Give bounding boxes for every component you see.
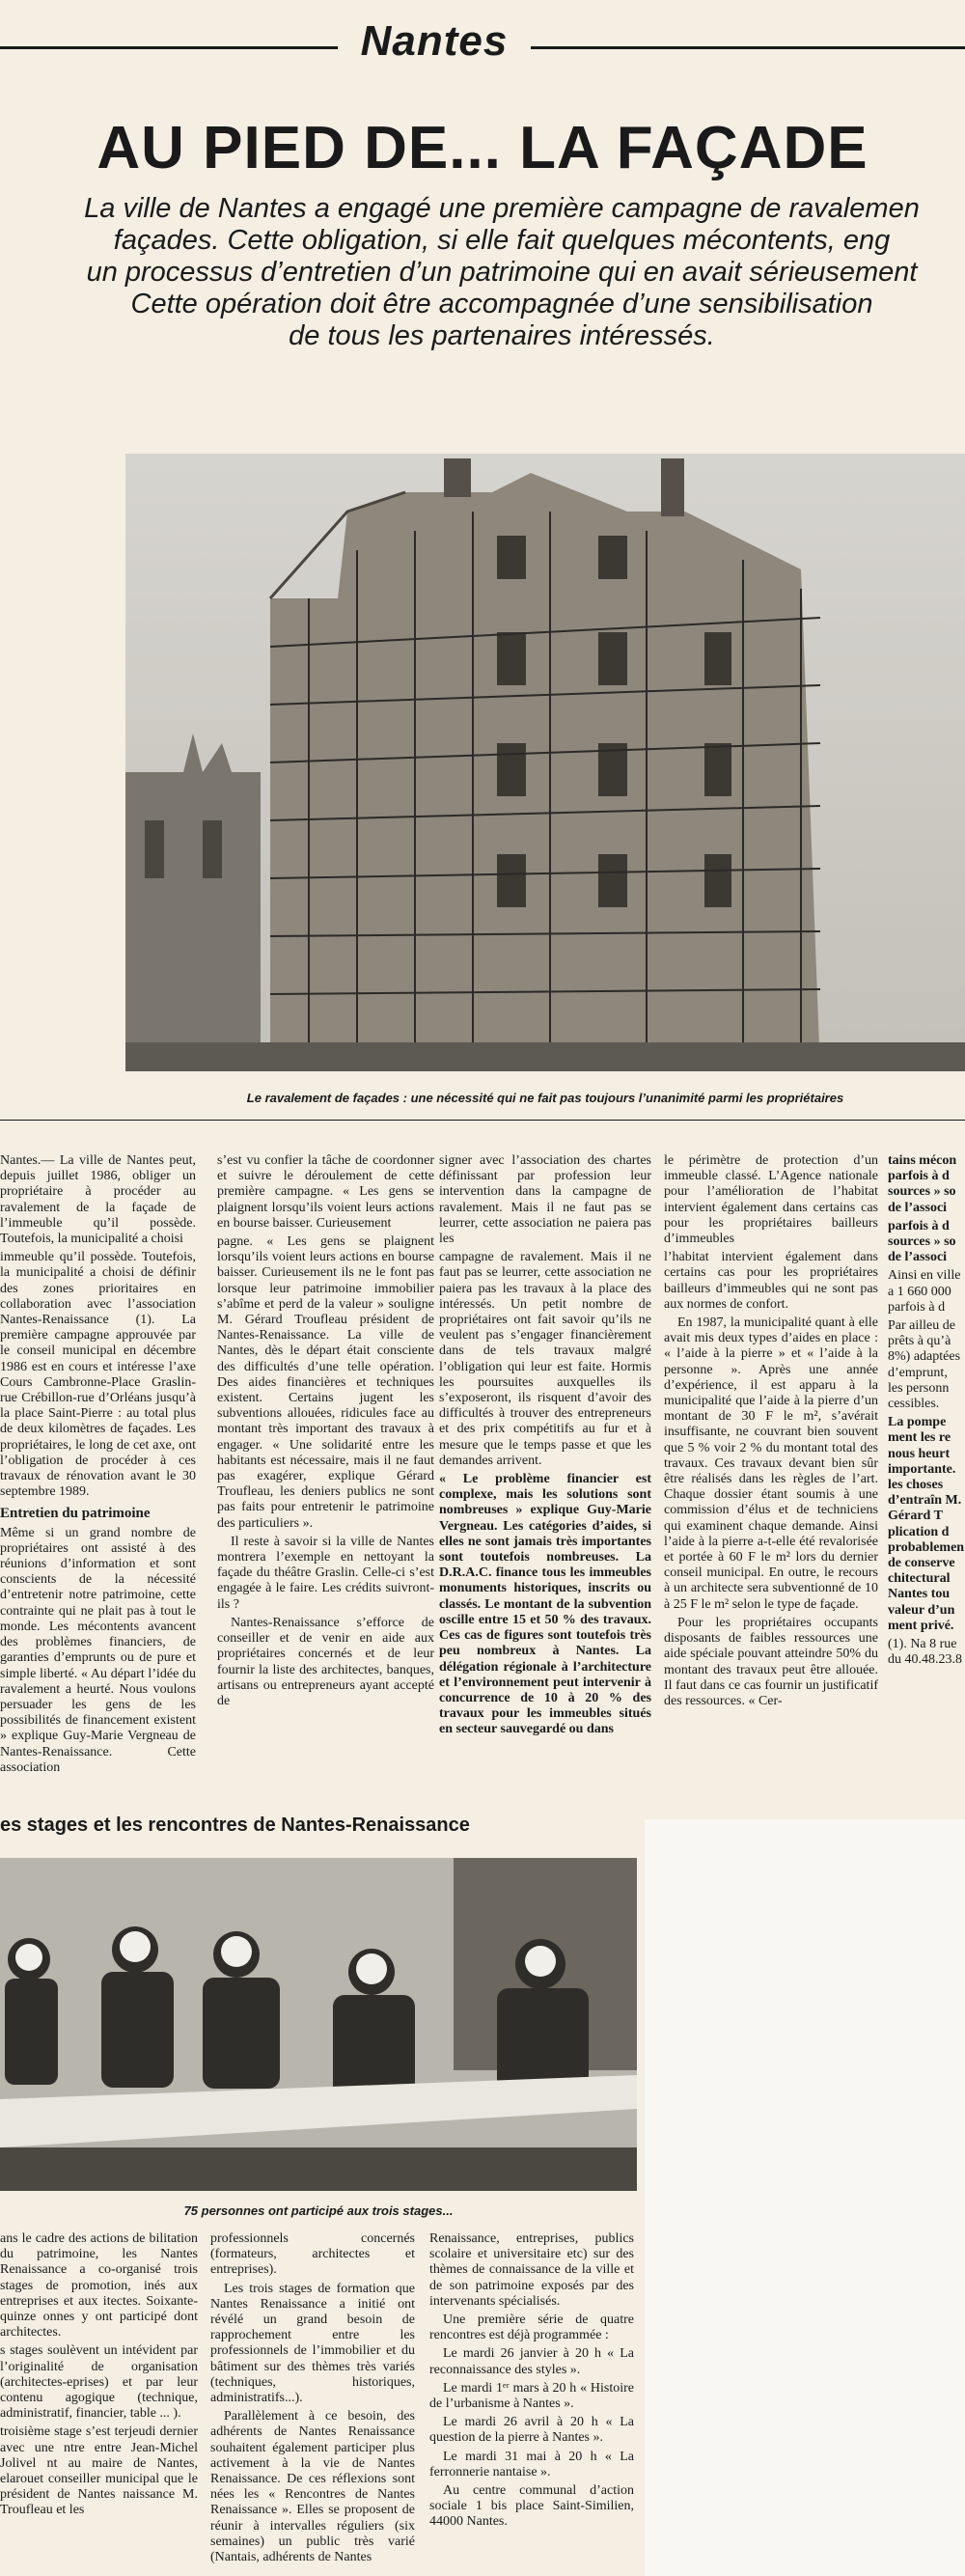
paragraph: Au centre communal d’action sociale 1 bis place Saint-Similien, 44000 Nantes. [429, 2483, 634, 2530]
article-column-4 [664, 1153, 878, 1800]
section-title: Nantes [338, 17, 531, 66]
paragraph: Le mardi 1ᵉʳ mars à 20 h « Histoire de l’urbanisme à Nantes ». [429, 2380, 634, 2412]
paragraph: Par ailleu de prêts à qu’à 8%) adaptées d’emprunt, les personn cessibles. [888, 1318, 961, 1412]
paragraph: Même si un grand nombre de propriétaires ont assisté à des réunions d’information et sont conscients de la nécessité d’entretenir notre patrimoine, cette contrainte qui ne plait pas à tout le monde. Les mécontents avancent des problèmes financiers, de garanties d’emprunts ou de pure et simple liberté. « Au départ l’idée du ravalement a heurté. Nous voulons persuader les gens de les possibilités de financement existent » explique Guy-Marie Vergneau de Nantes-Renaissance. Cette association [0, 1525, 196, 1775]
stages-column-1 [0, 2231, 198, 2571]
main-photo-caption: Le ravalement de façades : une nécessité qui ne fait pas toujours l’unanimité parmi les propriétaires [246, 1091, 844, 1105]
paragraph: En 1987, la municipalité quant à elle avait mis deux types d’aides en place : « l’aide à la pierre » et « l’aide à la personne ». Après une année d’expérience, il est apparu à la municipalité que l’aide à la pierre d’un montant de 30 F le m², s’avérait insuffisante, ne couvrant bien souvent que 5 % voir 2 % du montant total des travaux. Ces travaux devant bien sûr être réalisés dans les règles de l’art. Chaque dossier étant soumis à une commission d’élus et de techniciens qui examinent chaque demande. Ainsi l’aide à la pierre a-t-elle été revalorisée et portée à 60 F le m² lors du dernier conseil municipal. En outre, le recours à un architecte sera subventionné de 10 à 25 F le m² selon le type de façade. [664, 1316, 878, 1612]
paragraph: Les trois stages de formation que Nantes Renaissance a initié ont révélé un grand besoin de rapprochement entre les professionnels de l’immobilier et du bâtiment sur des thèmes très variés (techniques, historiques, administratifs...). [210, 2281, 415, 2406]
stages-column-3 [429, 2231, 634, 2571]
paragraph: s’est vu confier la tâche de coordonner et suivre le déroulement de cette première campagne. « Les gens se plaignent lorsqu’ils voient leurs actions en bourse baisser. Curieusement [217, 1153, 434, 1231]
paragraph: le périmètre de protection d’un immeuble classé. L’Agence nationale pour l’amélioration de l’habitat intervient également dans certains cas pour les propriétaires bailleurs d’immeubles [664, 1153, 878, 1247]
standfirst-line: La ville de Nantes a engagé une première campagne de ravalemen [84, 193, 920, 224]
header-rule-right [526, 46, 965, 49]
paragraph: Le mardi 31 mai à 20 h « La ferronnerie nantaise ». [429, 2449, 634, 2479]
subheading: Entretien du patrimoine [0, 1506, 151, 1522]
paragraph: Ainsi en ville a 1 660 000 parfois à d [888, 1268, 961, 1315]
standfirst-line: un processus d’entretien d’un patrimoine qui en avait sérieusement [86, 257, 918, 288]
paragraph: Nantes-Renaissance s’efforce de conseiller et de venir en aide aux propriétaires concernés et de leur fournir la liste des architectes, banques, artisans ou entrepreneurs ayant accepté de [217, 1615, 434, 1708]
paragraph: signer avec l’association des chartes définissant par profession leur intervention dans la campagne de ravalement. Mais il ne faut pas se leurrer, cette association ne paiera pas les [439, 1153, 651, 1247]
blank-paper-area [645, 1819, 965, 2576]
paragraph: La pompe ment les re nous heurt importante. les choses d’entraîn M. Gérard T plication d probablemen de conserve chitectural Nantes tou valeur d’un ment privé. [888, 1415, 965, 1633]
paragraph: Renaissance, entreprises, publics scolaire et universitaire etc) sur des thèmes de connaissance de la ville et de son patrimoine exposés par des intervenants spécialisés. [429, 2231, 634, 2309]
paragraph: (1). Na 8 rue du 40.48.23.8 [888, 1637, 962, 1668]
paragraph: ans le cadre des actions de bilitation du patrimoine, les Nantes Renaissance a co-organisé trois stages de promotion, inés aux entreprises et aux itectes. Soixante-quinze onnes y ont participé dont architectes. [0, 2231, 198, 2341]
meeting-illustration [0, 1858, 637, 2191]
stages-article-title: es stages et les rencontres de Nantes-Renaissance [0, 1814, 470, 1836]
paragraph: s stages soulèvent un intévident par l’originalité de organisation (architectes-eprises) et par leur contenu agogique (technique, administratif, financier, table ... ). [0, 2343, 198, 2422]
article-column-1 [0, 1153, 196, 1800]
meeting-photo [0, 1858, 637, 2191]
standfirst-line: façades. Cette obligation, si elle fait quelques mécontents, eng [113, 225, 891, 256]
paragraph: pagne. « Les gens se plaignent lorsqu’ils voient leurs actions en bourse baisser. Curieusement ils ne le font pas lorsque leur patrimoine immobilier s’abîme et perd de la valeur » souligne M. Gérard Troufleau président de Nantes-Renaissance. La ville de Nantes, dès le départ était consciente des difficultés d’une telle opération. Des aides financières et techniques existent. Certains jugent les subventions allouées, ridicules face au montant très important des travaux à engager. « Une solidarité entre les habitants est nécessaire, mais il ne faut pas exagérer, explique Gérard Troufleau, les deniers publics ne sont pas faits pour entretenir le patrimoine des particuliers ». [217, 1234, 434, 1531]
article-column-3 [439, 1153, 651, 1800]
standfirst-line: Cette opération doit être accompagnée d’une sensibilisation [130, 289, 873, 319]
paragraph: immeuble qu’il possède. Toutefois, la municipalité a choisi de définir des zones prioritaires en collaboration avec l’association Nantes-Renaissance (1). La première campagne approuvée par le conseil municipal en décembre 1986 est en cours et intéresse l’axe Cours Cambronne-Place Graslin-rue Crébillon-rue d’Orléans jusqu’à la place Saint-Pierre : au total plus de deux kilomètres de façades. Les propriétaires, le long de cet axe, ont l’obligation de procéder à ces travaux de rénovation avant le 30 septembre 1989. [0, 1250, 196, 1500]
paragraph: Le mardi 26 janvier à 20 h « La reconnaissance des styles ». [429, 2346, 634, 2377]
paragraph: Nantes.— La ville de Nantes peut, depuis juillet 1986, obliger un propriétaire à procéder au ravalement de la façade de l’immeuble qu’il possède. Toutefois, la municipalité a choisi [0, 1153, 196, 1247]
divider [0, 1120, 965, 1121]
paragraph: Parallèlement à ce besoin, des adhérents de Nantes Renaissance souhaitent également participer plus activement à la vie de Nantes Renaissance. De ces réflexions sont nées les « Rencontres de Nantes Renaissance ». Elles se proposent de réunir à intervalles réguliers (six semaines) un public très varié (Nantais, adhérents de Nantes [210, 2409, 415, 2565]
paragraph: parfois à d sources » so de l’associ [888, 1218, 956, 1265]
paragraph: « Le problème financier est complexe, mais les solutions sont nombreuses » explique Guy-Marie Vergneau. Les catégories d’aides, si elles ne sont jamais très importantes sont toutefois nombreuses. La D.R.A.C. finance tous les immeubles monuments historiques, inscrits ou classés. Le montant de la subvention oscille entre 15 et 50 % des travaux. Ces cas de figures sont toutefois très peu nombreux à Nantes. La délégation régionale à l’architecture et l’environnement peut intervenir à concurrence de 10 à 20 % des travaux pour les immeubles situés en secteur sauvegardé ou dans [439, 1472, 651, 1737]
paragraph: Pour les propriétaires occupants disposants de faibles ressources une aide spéciale pouvant atteindre 50% du montant des travaux peut être allouée. Il faut dans ce cas fournir un justificatif des ressources. « Cer- [664, 1615, 878, 1708]
header-rule-left [0, 46, 343, 49]
scaffolded-building-illustration [125, 454, 965, 1071]
article-column-2 [217, 1153, 434, 1800]
headline: AU PIED DE... LA FAÇADE [96, 115, 868, 181]
section-header [0, 17, 965, 73]
paragraph: troisième stage s’est terjeudi dernier avec une ntre entre Jean-Michel Jolivel nt au maire de Nantes, elarouet conseiller municipal que le président de Nantes naissance M. Troufleau et les [0, 2424, 198, 2518]
paragraph: tains mécon parfois à d sources » so de l’associ [888, 1153, 957, 1215]
paragraph: Il reste à savoir si la ville de Nantes montrera l’exemple en nettoyant la façade du théâtre Graslin. Celle-ci s’est engagée à le faire. Les crédits suivront-ils ? [217, 1534, 434, 1612]
article-column-5 [888, 1153, 965, 1800]
main-photo [125, 454, 965, 1071]
paragraph: l’habitat intervient également dans certains cas pour les propriétaires bailleurs d’immeubles qui ne sont pas aux normes de confort. [664, 1250, 878, 1312]
meeting-photo-caption: 75 personnes ont participé aux trois stages... [183, 2203, 454, 2218]
standfirst [39, 193, 965, 352]
paragraph: professionnels concernés (formateurs, architectes et entreprises). [210, 2231, 415, 2278]
paragraph: Une première série de quatre rencontres est déjà programmée : [429, 2313, 634, 2343]
paragraph: campagne de ravalement. Mais il ne faut pas se leurrer, cette association ne paiera pas les travaux à la place des intéressés. Un petit nombre de propriétaires ont fait savoir qu’ils ne veulent pas s’engager financièrement dans de tels travaux malgré l’obligation qui leur est faite. Hormis les poursuites auxquelles ils s’exposeront, ils risquent d’avoir des difficultés à trouver des entrepreneurs et des prix compétitifs au fur et à mesure que le temps passe et que les demandes arrivent. [439, 1250, 651, 1468]
standfirst-line: de tous les partenaires intéressés. [289, 320, 715, 351]
stages-column-2 [210, 2231, 415, 2571]
paragraph: Le mardi 26 avril à 20 h « La question de la pierre à Nantes ». [429, 2415, 634, 2446]
